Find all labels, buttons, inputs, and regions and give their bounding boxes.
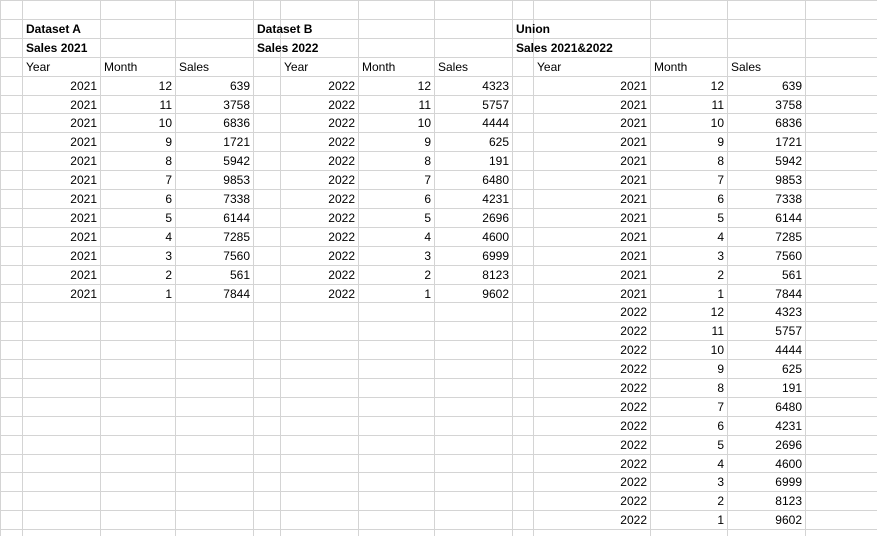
data-cell[interactable]: 9 xyxy=(165,135,172,149)
data-cell[interactable]: 4600 xyxy=(775,457,802,471)
data-cell[interactable]: 2021 xyxy=(620,268,647,282)
data-cell[interactable]: 2022 xyxy=(620,513,647,527)
data-cell[interactable]: 2021 xyxy=(70,249,97,263)
data-cell[interactable]: 7 xyxy=(424,173,431,187)
data-cell[interactable]: 12 xyxy=(710,79,724,93)
data-cell[interactable]: 6836 xyxy=(223,116,250,130)
data-cell[interactable]: 2022 xyxy=(328,211,355,225)
column-header-cell[interactable]: Month xyxy=(654,60,688,74)
data-cell[interactable]: 1 xyxy=(717,513,724,527)
data-cell[interactable]: 2021 xyxy=(620,116,647,130)
data-cell[interactable]: 10 xyxy=(158,116,172,130)
data-cell[interactable]: 8 xyxy=(717,154,724,168)
data-cell[interactable]: 9853 xyxy=(223,173,250,187)
data-cell[interactable]: 5942 xyxy=(223,154,250,168)
data-cell[interactable]: 2021 xyxy=(70,230,97,244)
data-cell[interactable]: 7844 xyxy=(223,287,250,301)
data-cell[interactable]: 11 xyxy=(711,324,724,338)
data-cell[interactable]: 3 xyxy=(424,249,431,263)
data-cell[interactable]: 4 xyxy=(424,230,431,244)
data-cell[interactable]: 3758 xyxy=(775,98,802,112)
data-cell[interactable]: 7338 xyxy=(223,192,250,206)
data-cell[interactable]: 2022 xyxy=(328,135,355,149)
data-cell[interactable]: 7 xyxy=(717,400,724,414)
data-cell[interactable]: 9602 xyxy=(482,287,509,301)
data-cell[interactable]: 2022 xyxy=(620,381,647,395)
data-cell[interactable]: 6999 xyxy=(775,475,802,489)
column-header-cell[interactable]: Sales xyxy=(179,60,210,74)
data-cell[interactable]: 2022 xyxy=(328,98,355,112)
data-cell[interactable]: 2021 xyxy=(620,79,647,93)
data-cell[interactable]: 2022 xyxy=(620,343,647,357)
data-cell[interactable]: 5 xyxy=(165,211,172,225)
data-cell[interactable]: 4 xyxy=(165,230,172,244)
data-cell[interactable]: 2022 xyxy=(328,249,355,263)
data-cell[interactable]: 8123 xyxy=(482,268,509,282)
data-cell[interactable]: 4 xyxy=(717,230,724,244)
data-cell[interactable]: 3 xyxy=(717,475,724,489)
data-cell[interactable]: 2696 xyxy=(482,211,509,225)
column-header-cell[interactable]: Year xyxy=(26,60,51,74)
data-cell[interactable]: 625 xyxy=(781,362,802,376)
data-cell[interactable]: 11 xyxy=(418,98,431,112)
data-cell[interactable]: 9 xyxy=(717,135,724,149)
data-cell[interactable]: 2022 xyxy=(328,192,355,206)
data-cell[interactable]: 12 xyxy=(710,305,724,319)
data-cell[interactable]: 4231 xyxy=(482,192,509,206)
data-cell[interactable]: 4444 xyxy=(482,116,509,130)
data-cell[interactable]: 2021 xyxy=(620,135,647,149)
data-cell[interactable]: 5757 xyxy=(482,98,509,112)
data-cell[interactable]: 2021 xyxy=(620,211,647,225)
data-cell[interactable]: 2022 xyxy=(328,268,355,282)
block-title-cell[interactable]: Dataset A xyxy=(26,22,81,36)
data-cell[interactable]: 2022 xyxy=(328,230,355,244)
data-cell[interactable]: 3 xyxy=(717,249,724,263)
data-cell[interactable]: 6144 xyxy=(223,211,250,225)
data-cell[interactable]: 2021 xyxy=(70,211,97,225)
data-cell[interactable]: 2696 xyxy=(775,438,802,452)
data-cell[interactable]: 2021 xyxy=(70,79,97,93)
data-cell[interactable]: 6144 xyxy=(775,211,802,225)
data-cell[interactable]: 6480 xyxy=(482,173,509,187)
data-cell[interactable]: 10 xyxy=(710,343,724,357)
data-cell[interactable]: 2021 xyxy=(620,154,647,168)
data-cell[interactable]: 4231 xyxy=(775,419,802,433)
data-cell[interactable]: 2021 xyxy=(620,173,647,187)
data-cell[interactable]: 4600 xyxy=(482,230,509,244)
data-cell[interactable]: 1721 xyxy=(223,135,250,149)
data-cell[interactable]: 2 xyxy=(717,494,724,508)
data-cell[interactable]: 7560 xyxy=(223,249,250,263)
data-cell[interactable]: 561 xyxy=(229,268,250,282)
data-cell[interactable]: 2021 xyxy=(70,173,97,187)
data-cell[interactable]: 2022 xyxy=(328,287,355,301)
data-cell[interactable]: 4323 xyxy=(482,79,509,93)
data-cell[interactable]: 2021 xyxy=(620,287,647,301)
data-cell[interactable]: 3 xyxy=(165,249,172,263)
data-cell[interactable]: 7285 xyxy=(223,230,250,244)
data-cell[interactable]: 1 xyxy=(165,287,172,301)
data-cell[interactable]: 2021 xyxy=(70,116,97,130)
data-cell[interactable]: 191 xyxy=(781,381,802,395)
column-header-cell[interactable]: Sales xyxy=(731,60,762,74)
data-cell[interactable]: 639 xyxy=(229,79,250,93)
data-cell[interactable]: 2021 xyxy=(70,98,97,112)
data-cell[interactable]: 10 xyxy=(417,116,431,130)
data-cell[interactable]: 2022 xyxy=(328,154,355,168)
data-cell[interactable]: 6 xyxy=(424,192,431,206)
data-cell[interactable]: 2022 xyxy=(620,362,647,376)
data-cell[interactable]: 7 xyxy=(165,173,172,187)
data-cell[interactable]: 2022 xyxy=(620,494,647,508)
data-cell[interactable]: 5942 xyxy=(775,154,802,168)
data-cell[interactable]: 7844 xyxy=(775,287,802,301)
data-cell[interactable]: 2021 xyxy=(70,135,97,149)
column-header-cell[interactable]: Month xyxy=(362,60,396,74)
data-cell[interactable]: 2021 xyxy=(70,287,97,301)
column-header-cell[interactable]: Year xyxy=(284,60,309,74)
data-cell[interactable]: 12 xyxy=(158,79,172,93)
data-cell[interactable]: 6836 xyxy=(775,116,802,130)
data-cell[interactable]: 561 xyxy=(781,268,802,282)
block-title-cell[interactable]: Dataset B xyxy=(257,22,313,36)
data-cell[interactable]: 6999 xyxy=(482,249,509,263)
data-cell[interactable]: 2021 xyxy=(70,192,97,206)
data-cell[interactable]: 2022 xyxy=(328,79,355,93)
data-cell[interactable]: 6 xyxy=(165,192,172,206)
data-cell[interactable]: 8 xyxy=(717,381,724,395)
data-cell[interactable]: 9 xyxy=(717,362,724,376)
data-cell[interactable]: 2022 xyxy=(620,475,647,489)
data-cell[interactable]: 8 xyxy=(424,154,431,168)
data-cell[interactable]: 2022 xyxy=(620,438,647,452)
data-cell[interactable]: 9853 xyxy=(775,173,802,187)
data-cell[interactable]: 7338 xyxy=(775,192,802,206)
column-header-cell[interactable]: Sales xyxy=(438,60,469,74)
data-cell[interactable]: 11 xyxy=(711,98,724,112)
data-cell[interactable]: 4444 xyxy=(775,343,802,357)
data-cell[interactable]: 2022 xyxy=(620,457,647,471)
data-cell[interactable]: 12 xyxy=(417,79,431,93)
data-cell[interactable]: 5 xyxy=(717,211,724,225)
data-cell[interactable]: 2021 xyxy=(70,154,97,168)
data-cell[interactable]: 3758 xyxy=(223,98,250,112)
data-cell[interactable]: 2022 xyxy=(620,400,647,414)
data-cell[interactable]: 7 xyxy=(717,173,724,187)
data-cell[interactable]: 2022 xyxy=(620,419,647,433)
data-cell[interactable]: 8123 xyxy=(775,494,802,508)
data-cell[interactable]: 191 xyxy=(488,154,509,168)
data-cell[interactable]: 2022 xyxy=(620,305,647,319)
data-cell[interactable]: 2021 xyxy=(620,192,647,206)
column-header-cell[interactable]: Month xyxy=(104,60,138,74)
data-cell[interactable]: 11 xyxy=(159,98,172,112)
data-cell[interactable]: 2 xyxy=(165,268,172,282)
column-header-cell[interactable]: Year xyxy=(537,60,562,74)
block-subtitle-cell[interactable]: Sales 2021 xyxy=(26,41,88,55)
data-cell[interactable]: 2022 xyxy=(328,116,355,130)
data-cell[interactable]: 6480 xyxy=(775,400,802,414)
data-cell[interactable]: 2021 xyxy=(620,98,647,112)
data-cell[interactable]: 1721 xyxy=(775,135,802,149)
block-title-cell[interactable]: Union xyxy=(516,22,550,36)
block-subtitle-cell[interactable]: Sales 2022 xyxy=(257,41,319,55)
data-cell[interactable]: 2021 xyxy=(620,249,647,263)
data-cell[interactable]: 9 xyxy=(424,135,431,149)
data-cell[interactable]: 1 xyxy=(424,287,431,301)
data-cell[interactable]: 2021 xyxy=(620,230,647,244)
data-cell[interactable]: 1 xyxy=(717,287,724,301)
data-cell[interactable]: 4 xyxy=(717,457,724,471)
data-cell[interactable]: 10 xyxy=(710,116,724,130)
block-subtitle-cell[interactable]: Sales 2021&2022 xyxy=(516,41,613,55)
data-cell[interactable]: 2022 xyxy=(328,173,355,187)
data-cell[interactable]: 7285 xyxy=(775,230,802,244)
data-cell[interactable]: 639 xyxy=(781,79,802,93)
data-cell[interactable]: 6 xyxy=(717,419,724,433)
data-cell[interactable]: 9602 xyxy=(775,513,802,527)
data-cell[interactable]: 2 xyxy=(717,268,724,282)
data-cell[interactable]: 6 xyxy=(717,192,724,206)
data-cell[interactable]: 2 xyxy=(424,268,431,282)
data-cell[interactable]: 5757 xyxy=(775,324,802,338)
data-cell[interactable]: 5 xyxy=(717,438,724,452)
data-cell[interactable]: 2022 xyxy=(620,324,647,338)
data-cell[interactable]: 625 xyxy=(488,135,509,149)
data-cell[interactable]: 2021 xyxy=(70,268,97,282)
data-cell[interactable]: 5 xyxy=(424,211,431,225)
data-cell[interactable]: 8 xyxy=(165,154,172,168)
data-cell[interactable]: 7560 xyxy=(775,249,802,263)
data-cell[interactable]: 4323 xyxy=(775,305,802,319)
